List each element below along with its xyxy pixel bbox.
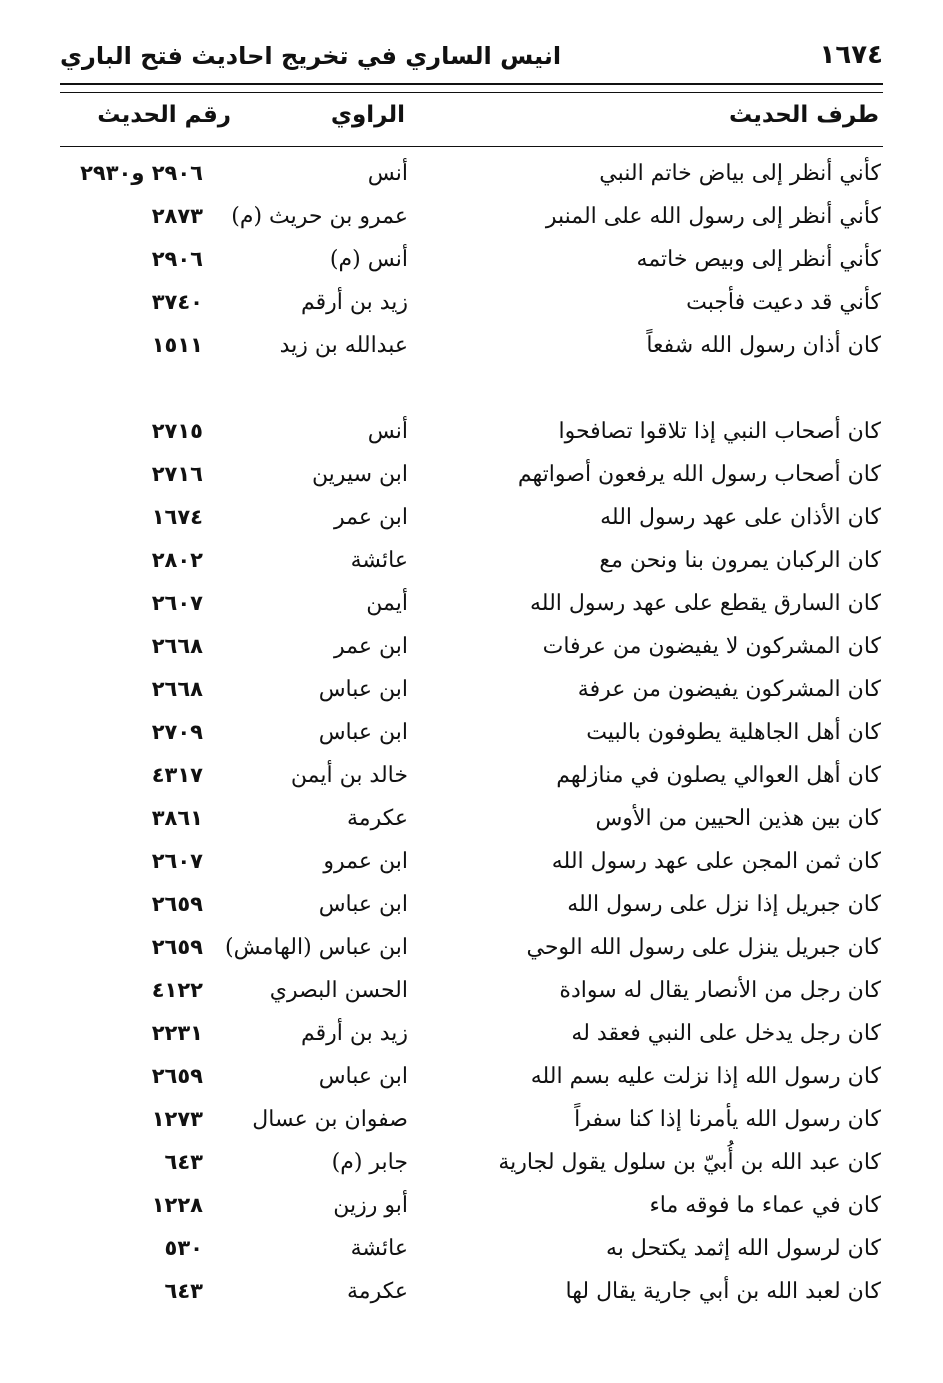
hadith-text: كان أهل الجاهلية يطوفون بالبيت <box>586 720 881 745</box>
hadith-text: كان لرسول الله إثمد يكتحل به <box>605 1236 881 1261</box>
hadith-text: كان جبريل ينزل على رسول الله الوحي <box>526 935 881 960</box>
hadith-text: كان رسول الله إذا نزلت عليه بسم الله <box>530 1064 881 1089</box>
hadith-text: كان المشركون يفيضون من عرفة <box>577 677 881 702</box>
page-number: ١٦٧٤ <box>819 40 883 70</box>
column-header-hadith: طرف الحديث <box>728 102 879 128</box>
table-row <box>60 413 883 456</box>
hadith-text: كان بين هذين الحيين من الأوس <box>595 806 881 831</box>
table-row <box>60 972 883 1015</box>
narrator-name: ابن سيرين <box>311 462 408 487</box>
hadith-text: كأني أنظر إلى بياض خاتم النبي <box>599 161 881 186</box>
table-row <box>60 456 883 499</box>
table-row <box>60 714 883 757</box>
hadith-text: كان ثمن المجن على عهد رسول الله <box>551 849 881 874</box>
hadith-number: ٤١٢٢ <box>151 978 203 1002</box>
hadith-index-table <box>60 155 883 1316</box>
table-row <box>60 757 883 800</box>
narrator-name: ابن عمر <box>334 505 408 530</box>
narrator-name: ابن عباس (الهامش) <box>225 935 408 960</box>
narrator-name: أنس (م) <box>329 247 408 272</box>
hadith-number: ٢٧٠٩ <box>151 720 203 744</box>
hadith-number: ١٢٢٨ <box>151 1193 203 1217</box>
hadith-number: ٣٧٤٠ <box>151 290 203 314</box>
hadith-text: كان السارق يقطع على عهد رسول الله <box>529 591 881 616</box>
hadith-text: كان الأذان على عهد رسول الله <box>600 505 881 530</box>
table-row <box>60 284 883 327</box>
hadith-number: ٢٦٦٨ <box>151 634 203 658</box>
narrator-name: أنس <box>367 419 408 444</box>
hadith-number: ٢٦٠٧ <box>151 591 203 615</box>
table-row <box>60 800 883 843</box>
hadith-number: ٢٦٥٩ <box>151 935 203 959</box>
narrator-name: عائشة <box>350 548 408 573</box>
hadith-number: ٢٢٣١ <box>151 1021 203 1045</box>
table-row <box>60 843 883 886</box>
table-row <box>60 1058 883 1101</box>
hadith-number: ٢٨٠٢ <box>151 548 203 572</box>
column-header-narrator: الراوي <box>330 102 405 128</box>
hadith-number: ٢٦٥٩ <box>151 1064 203 1088</box>
hadith-number: ٢٨٧٣ <box>151 204 203 228</box>
book-title: انيس الساري في تخريج احاديث فتح الباري <box>60 42 562 70</box>
narrator-name: عكرمة <box>347 806 408 831</box>
hadith-text: كان عبد الله بن أُبيّ بن سلول يقول لجارية <box>498 1150 881 1175</box>
hadith-text: كان أصحاب النبي إذا تلاقوا تصافحوا <box>558 419 881 444</box>
hadith-number: ٦٤٣ <box>164 1279 203 1303</box>
hadith-number: ٢٧١٦ <box>151 462 203 486</box>
narrator-name: أنس <box>367 161 408 186</box>
running-header <box>60 40 883 76</box>
hadith-number: ٢٦٦٨ <box>151 677 203 701</box>
hadith-text: كان في عماء ما فوقه ماء <box>649 1193 881 1218</box>
hadith-text: كان لعبد الله بن أبي جارية يقال لها <box>565 1279 881 1304</box>
narrator-name: جابر (م) <box>331 1150 408 1175</box>
narrator-name: ابن عباس <box>318 720 408 745</box>
hadith-number: ١٢٧٣ <box>151 1107 203 1131</box>
hadith-text: كان الركبان يمرون بنا ونحن مع <box>599 548 881 573</box>
table-row <box>60 1015 883 1058</box>
narrator-name: ابن عمرو <box>323 849 408 874</box>
narrator-name: خالد بن أيمن <box>290 763 408 788</box>
table-row <box>60 241 883 284</box>
table-row <box>60 1187 883 1230</box>
hadith-number: ٦٤٣ <box>164 1150 203 1174</box>
table-row <box>60 499 883 542</box>
table-row <box>60 327 883 370</box>
hadith-text: كأني قد دعيت فأجبت <box>686 290 881 315</box>
table-row <box>60 1230 883 1273</box>
narrator-name: عائشة <box>350 1236 408 1261</box>
column-header-number: رقم الحديث <box>97 102 231 128</box>
hadith-text: كأني أنظر إلى رسول الله على المنبر <box>545 204 881 229</box>
table-row <box>60 198 883 241</box>
hadith-text: كان رجل يدخل على النبي فعقد له <box>571 1021 881 1046</box>
hadith-text: كان أذان رسول الله شفعاً <box>646 333 881 358</box>
hadith-text: كأني أنظر إلى وبيص خاتمه <box>636 247 881 272</box>
table-row <box>60 671 883 714</box>
table-row <box>60 1273 883 1316</box>
narrator-name: عكرمة <box>347 1279 408 1304</box>
hadith-text: كان أهل العوالي يصلون في منازلهم <box>556 763 881 788</box>
narrator-name: صفوان بن عسال <box>252 1107 408 1132</box>
narrator-name: الحسن البصري <box>269 978 408 1003</box>
hadith-text: كان جبريل إذا نزل على رسول الله <box>567 892 881 917</box>
narrator-name: أبو رزين <box>333 1193 408 1218</box>
hadith-number: ٢٦٥٩ <box>151 892 203 916</box>
hadith-number: ١٦٧٤ <box>151 505 203 529</box>
narrator-name: زيد بن أرقم <box>300 1021 408 1046</box>
hadith-number: ٥٣٠ <box>164 1236 203 1260</box>
hadith-number: ٤٣١٧ <box>151 763 203 787</box>
narrator-name: ابن عباس <box>318 1064 408 1089</box>
narrator-name: عبدالله بن زيد <box>279 333 408 358</box>
table-row <box>60 929 883 972</box>
hadith-number: ٢٩٠٦ <box>151 247 203 271</box>
table-row <box>60 1101 883 1144</box>
header-rule-thin <box>60 92 883 93</box>
narrator-name: زيد بن أرقم <box>300 290 408 315</box>
hadith-number: ٢٧١٥ <box>151 419 203 443</box>
narrator-name: عمرو بن حريث (م) <box>231 204 408 229</box>
narrator-name: ابن عمر <box>334 634 408 659</box>
narrator-name: ابن عباس <box>318 677 408 702</box>
hadith-number: ١٥١١ <box>151 333 203 357</box>
narrator-name: أيمن <box>366 591 408 616</box>
hadith-number: ٢٩٠٦ و٢٩٣٠ <box>80 161 203 185</box>
column-header-rule <box>60 146 883 147</box>
header-rule-thick <box>60 83 883 85</box>
table-row <box>60 585 883 628</box>
hadith-text: كان المشركون لا يفيضون من عرفات <box>542 634 881 659</box>
table-row <box>60 155 883 198</box>
hadith-number: ٣٨٦١ <box>151 806 203 830</box>
hadith-number: ٢٦٠٧ <box>151 849 203 873</box>
table-row <box>60 628 883 671</box>
hadith-text: كان أصحاب رسول الله يرفعون أصواتهم <box>517 462 881 487</box>
table-row <box>60 542 883 585</box>
narrator-name: ابن عباس <box>318 892 408 917</box>
hadith-text: كان رجل من الأنصار يقال له سوادة <box>559 978 881 1003</box>
table-row <box>60 1144 883 1187</box>
hadith-text: كان رسول الله يأمرنا إذا كنا سفراً <box>574 1107 881 1132</box>
table-row <box>60 886 883 929</box>
